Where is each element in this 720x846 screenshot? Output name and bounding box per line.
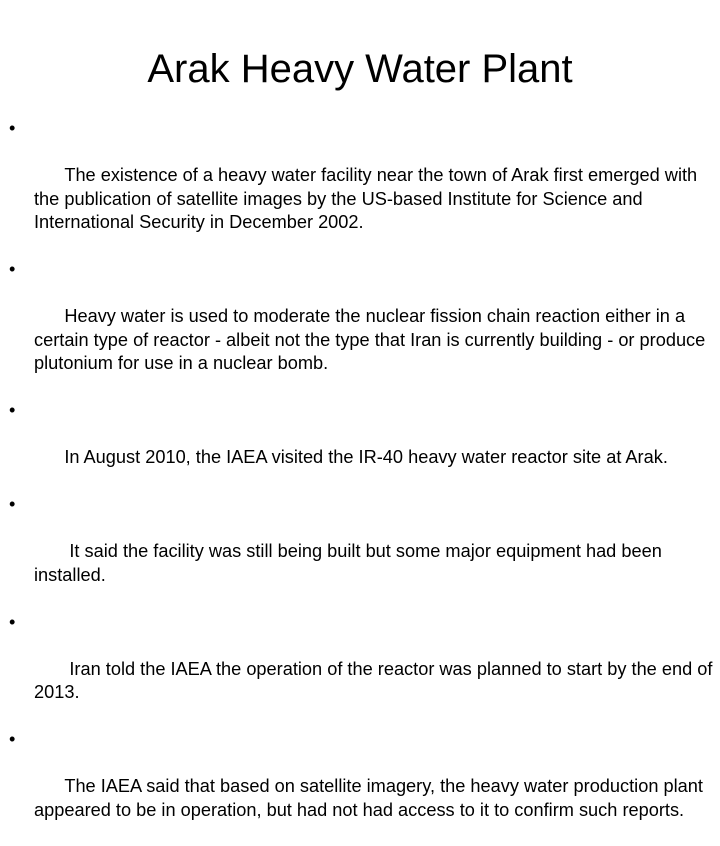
slide-title: Arak Heavy Water Plant [147, 47, 573, 91]
bullet-item [6, 399, 720, 493]
bullet-icon: • [9, 611, 16, 632]
bullet-item [6, 728, 720, 846]
bullet-item [6, 611, 720, 729]
bullet-text: Iran told the IAEA the operation of the reactor was planned to start by the end of 2013. [34, 658, 718, 702]
bullet-icon: • [9, 729, 16, 749]
bullet-text: Heavy water is used to moderate the nuclear fission chain reaction either in a certain type of reactor - albeit not the type that Iran is currently building - or produce plutonium for use in a nuclear bomb. [34, 306, 711, 373]
bullet-item [6, 117, 720, 258]
bullet-text: The existence of a heavy water facility near the town of Arak first emerged with the publication of satellite images by the US-based Institute for Science and International Security in December 2002. [34, 165, 703, 232]
bullet-list [6, 117, 720, 846]
bullet-item [6, 493, 720, 611]
bullet-item [6, 258, 720, 399]
bullet-icon: • [9, 259, 16, 279]
bullet-text: It said the facility was still being built but some major equipment had been installed. [34, 541, 667, 585]
bullet-text: The IAEA said that based on satellite imagery, the heavy water production plant appeared to be in operation, but had not had access to it to confirm such reports. [34, 776, 709, 820]
bullet-icon: • [9, 400, 16, 420]
bullet-icon: • [9, 118, 16, 138]
bullet-text: In August 2010, the IAEA visited the IR-40 heavy water reactor site at Arak. [64, 447, 668, 467]
bullet-icon: • [9, 494, 16, 514]
